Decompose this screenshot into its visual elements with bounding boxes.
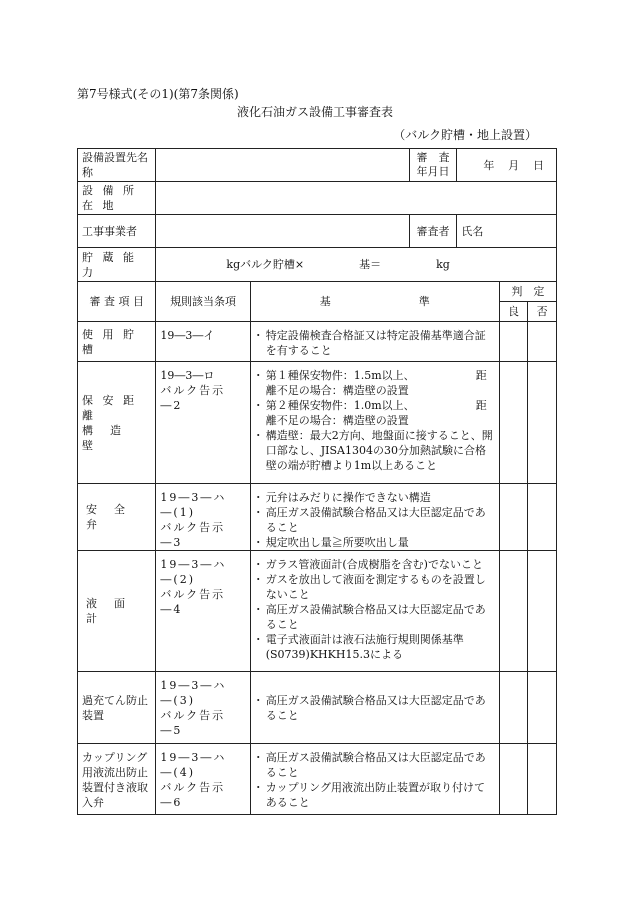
criteria-item: ・ ガスを放出して液面を測定するものを設置しないこと (255, 572, 495, 602)
col-clause: 規則該当条項 (156, 282, 250, 322)
judgment-good-cell[interactable] (499, 484, 528, 551)
contractor-label: 工事事業者 (78, 215, 156, 248)
capacity-row (78, 248, 557, 282)
form-title: 液化石油ガス設備工事審査表 (236, 105, 393, 119)
review-date-label (409, 149, 457, 182)
criteria-item: ・ 高圧ガス設備試験合格品又は大臣認定品であること (255, 505, 495, 535)
criteria-item: ・ 第１種保安物件：1.5m以上、 距 離不足の場合：構造壁の設置 (255, 368, 495, 398)
criteria-item: ・ 高圧ガス設備試験合格品又は大臣認定品であること (255, 693, 495, 723)
criteria-cell (250, 484, 499, 551)
judgment-bad-cell[interactable] (528, 362, 557, 484)
installation-name-label: 設備設置先名称 (78, 149, 156, 182)
criteria-cell (250, 672, 499, 744)
contractor-value[interactable] (156, 215, 409, 248)
criteria-cell (250, 744, 499, 815)
clause-cell (156, 744, 250, 815)
month-label: 月 (508, 158, 520, 172)
criteria-item: ・ 規定吹出し量≧所要吹出し量 (255, 535, 495, 550)
installation-name-value[interactable] (156, 149, 409, 182)
judgment-good-cell[interactable] (499, 672, 528, 744)
judgment-bad-cell[interactable] (528, 672, 557, 744)
item-cell: カップリング用液流出防止装置付き液取入弁 (78, 744, 156, 815)
column-header-row (78, 282, 557, 302)
clause-line: 19―3―ハ―(4) (160, 751, 227, 779)
col-good: 良 (499, 302, 528, 322)
clause-line: バルク告示―4 (160, 588, 226, 616)
clause-line: 19―3―ハ―(2) (160, 558, 227, 586)
review-date-label-line1: 審 査 (416, 151, 450, 164)
clause-cell (156, 362, 250, 484)
criteria-item: ・ 高圧ガス設備試験合格品又は大臣認定品であること (255, 750, 495, 780)
clause-line: バルク告示―6 (160, 781, 226, 809)
judgment-good-cell[interactable] (499, 744, 528, 815)
review-date-label-line2: 年月日 (416, 165, 450, 178)
col-item: 審 査 項 目 (78, 282, 156, 322)
reviewer-name[interactable] (457, 215, 557, 248)
judgment-good-cell[interactable] (499, 551, 528, 672)
clause-line: 19―3―ロ (160, 369, 215, 382)
form-number: 第7号様式(その1)(第7条関係) (77, 87, 239, 101)
section-row-tank (78, 322, 557, 362)
judgment-bad-cell[interactable] (528, 322, 557, 362)
criteria-item: ・ カップリング用液流出防止装置が取り付けてあること (255, 780, 495, 810)
clause-cell (156, 484, 250, 551)
col-judgment: 判 定 (499, 282, 556, 302)
section-row-distance (78, 362, 557, 484)
clause-cell (156, 551, 250, 672)
day-label: 日 (532, 158, 544, 172)
clause-line: バルク告示―2 (160, 384, 226, 412)
location-label: 設 備 所 在 地 (78, 182, 156, 215)
reviewer-label: 審査者 (409, 215, 457, 248)
judgment-good-cell[interactable] (499, 322, 528, 362)
clause-line: 19―3―ハ―(1) (160, 491, 227, 519)
criteria-cell (250, 322, 499, 362)
criteria-item: ・ 高圧ガス設備試験合格品又は大臣認定品であること (255, 602, 495, 632)
name-label: 氏名 (461, 224, 484, 238)
capacity-value[interactable]: kgバルク貯槽× 基＝ kg (156, 248, 557, 282)
section-row-level-gauge (78, 551, 557, 672)
contractor-row (78, 215, 557, 248)
judgment-bad-cell[interactable] (528, 744, 557, 815)
location-value[interactable] (156, 182, 557, 215)
clause-cell: 19―3―イ (156, 322, 250, 362)
clause-cell (156, 672, 250, 744)
item-cell (78, 362, 156, 484)
review-table (77, 148, 557, 815)
section-row-coupling (78, 744, 557, 815)
judgment-bad-cell[interactable] (528, 484, 557, 551)
item-cell: 過充てん防止装置 (78, 672, 156, 744)
item-cell: 液 面 計 (78, 551, 156, 672)
criteria-item: ・ 電子式液面計は液石法施行規則関係基準(S0739)KHKH15.3による (255, 632, 495, 662)
clause-line: 19―3―ハ―(3) (160, 679, 227, 707)
criteria-item: ・ 元弁はみだりに操作できない構造 (255, 490, 495, 505)
judgment-bad-cell[interactable] (528, 551, 557, 672)
form-subtitle: （バルク貯槽・地上設置） (393, 128, 537, 142)
review-date-value[interactable] (457, 149, 557, 182)
item-line: 保 安 距 離 (82, 393, 137, 422)
clause-line: バルク告示―5 (160, 709, 226, 737)
item-line: 構 造 壁 (82, 423, 138, 452)
item-cell: 使 用 貯 槽 (78, 322, 156, 362)
installation-name-row (78, 149, 557, 182)
criteria-item: ・ ガラス管液面計(合成樹脂を含む)でないこと (255, 557, 495, 572)
criteria-item: ・ 第２種保安物件：1.0m以上、 距 離不足の場合：構造壁の設置 (255, 398, 495, 428)
section-row-overfill (78, 672, 557, 744)
col-bad: 否 (528, 302, 557, 322)
col-criteria: 基 準 (250, 282, 499, 322)
section-row-safety-valve (78, 484, 557, 551)
criteria-item: ・ 特定設備検査合格証又は特定設備基準適合証を有すること (255, 328, 495, 358)
capacity-label: 貯 蔵 能 力 (78, 248, 156, 282)
location-row (78, 182, 557, 215)
year-label: 年 (483, 158, 495, 172)
criteria-cell (250, 362, 499, 484)
item-cell: 安 全 弁 (78, 484, 156, 551)
clause-line: バルク告示―3 (160, 521, 226, 549)
criteria-item: ・ 構造壁：最大2方向、地盤面に接すること、開口部なし、JISA1304の30分加熱試験に合格 壁の端が貯槽より1m以上あること (255, 428, 495, 473)
judgment-good-cell[interactable] (499, 362, 528, 484)
criteria-cell (250, 551, 499, 672)
